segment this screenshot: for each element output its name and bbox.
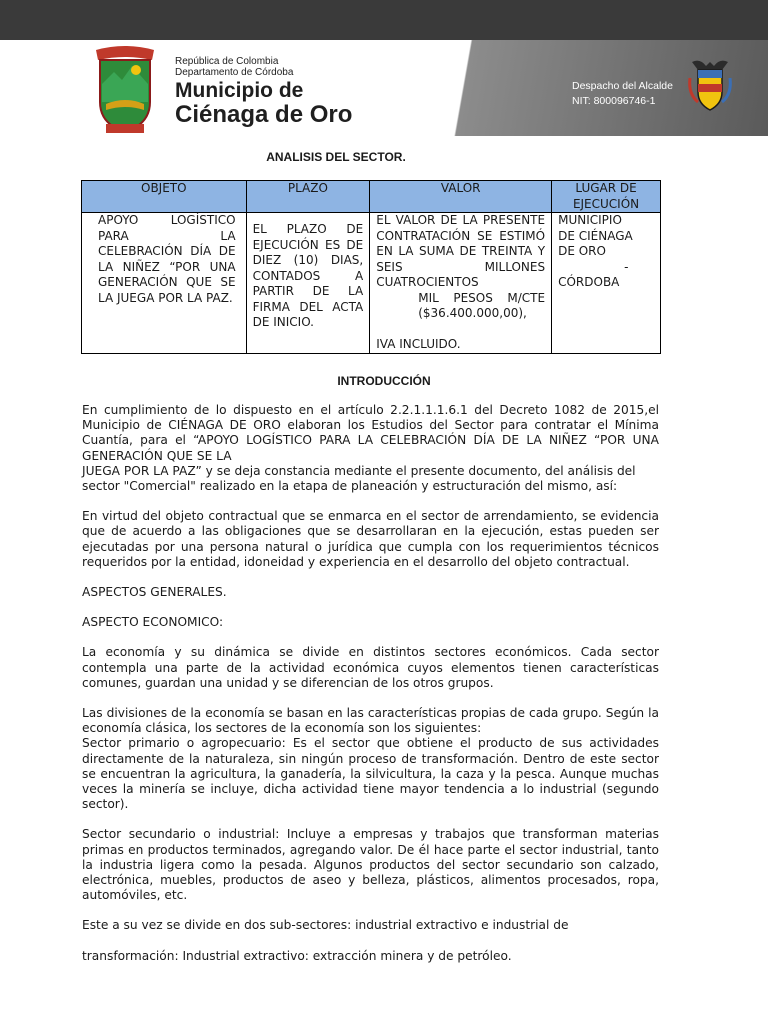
header-lugar: LUGAR DE EJECUCIÓN <box>552 181 661 213</box>
header-valor: VALOR <box>370 181 552 213</box>
office-label: Despacho del Alcalde <box>572 80 673 92</box>
document-title: ANALISIS DEL SECTOR. <box>266 150 406 164</box>
section-title-introduccion: INTRODUCCIÓN <box>337 374 431 388</box>
paragraph: transformación: Industrial extractivo: extracción minera y de petróleo. <box>82 948 512 963</box>
cell-objeto: APOYO LOGÍSTICO PARA LA CELEBRACIÓN DÍA DE LA NIÑEZ “POR UNA GENERACIÓN QUE SE LA JUEGA POR LA PAZ. <box>82 213 247 354</box>
country-label: República de Colombia <box>175 56 279 67</box>
paragraph: En cumplimiento de lo dispuesto en el artículo 2.2.1.1.1.6.1 del Decreto 1082 de 2015,el Municipio de CIÉNAGA DE ORO elaboran los Estudios del Sector para contratar el Mínima Cuantía, para el “APOYO LOGÍSTICO PARA LA CELEBRACIÓN DÍA DE LA NIÑEZ “POR UNA GENERACIÓN QUE SE LA <box>82 403 659 463</box>
table-row <box>82 213 661 354</box>
municipality-name: Ciénaga de Oro <box>175 101 353 128</box>
municipality-label: Municipio de <box>175 79 304 102</box>
department-label: Departamento de Córdoba <box>175 67 294 78</box>
cell-plazo: EL PLAZO DE EJECUCIÓN ES DE DIEZ (10) DIAS, CONTADOS A PARTIR DE LA FIRMA DEL ACTA DE INICIO. <box>246 213 370 354</box>
paragraph: Este a su vez se divide en dos sub-sectores: industrial extractivo e industrial de <box>82 918 569 933</box>
paragraph: JUEGA POR LA PAZ” y se deja constancia mediante el presente documento, del análisis del sector "Comercial" realizado en la etapa de planeación y estructuración del mismo, así: <box>82 463 636 494</box>
colombia-coat-of-arms-icon <box>686 58 734 116</box>
sector-summary-table <box>81 180 661 354</box>
cell-lugar: MUNICIPIO DE CIÉNAGA DE ORO - CÓRDOBA <box>552 213 661 354</box>
table-header-row <box>82 181 661 213</box>
paragraph: ASPECTOS GENERALES. <box>82 585 227 600</box>
header-plazo: PLAZO <box>246 181 370 213</box>
header-objeto: OBJETO <box>82 181 247 213</box>
document-body <box>82 403 659 964</box>
municipality-block <box>175 56 352 128</box>
municipal-crest-icon <box>92 44 158 136</box>
paragraph: ASPECTO ECONOMICO: <box>82 615 224 630</box>
page-header <box>0 0 768 138</box>
paragraph: Sector primario o agropecuario: Es el sector que obtiene el producto de sus actividades directamente de la naturaleza, sin ningún proceso de transformación. Dentro de este sector se encuentran la agricultura, la ganadería, la silvicultura, la caza y la pesca. Aunque muchas veces la minería se incluye, dicha actividad tiene mayor tendencia a lo industrial (segundo sector). <box>82 736 659 812</box>
paragraph: Sector secundario o industrial: Incluye a empresas y trabajos que transforman materias primas en productos terminados, agregando valor. De él hace parte el sector industrial, tanto la industria ligera como la pesada. Algunos productos del sector secundario son calzado, electrónica, muebles, productos de aseo y belleza, plásticos, alimentos procesados, ropa, automóviles, etc. <box>82 827 659 903</box>
paragraph: La economía y su dinámica se divide en distintos sectores económicos. Cada sector contempla una parte de la actividad económica cuyos elementos tienen características comunes, guardan una unidad y se diferencian de los otros grupos. <box>82 645 659 690</box>
office-info <box>572 79 673 109</box>
cell-valor: EL VALOR DE LA PRESENTE CONTRATACIÓN SE ESTIMÓ EN LA SUMA DE TREINTA Y SEIS MILLONES CUATROCIENTOS MIL PESOS M/CTE ($36.400.000,00), IVA INCLUIDO. <box>370 213 552 354</box>
paragraph: En virtud del objeto contractual que se enmarca en el sector de arrendamiento, se evidencia que de acuerdo a las obligaciones que se desarrollaran en la ejecución, estas pueden ser ejecutadas por una persona natural o jurídica que cumpla con los requerimientos técnicos requeridos por la entidad, idoneidad y experiencia en el desarrollo del objeto contractual. <box>82 509 659 569</box>
nit-label: NIT: 800096746-1 <box>572 95 656 107</box>
paragraph: Las divisiones de la economía se basan en las características propias de cada grupo. Según la economía clásica, los sectores de la economía son los siguientes: <box>82 706 659 736</box>
header-top-bar <box>0 0 768 40</box>
